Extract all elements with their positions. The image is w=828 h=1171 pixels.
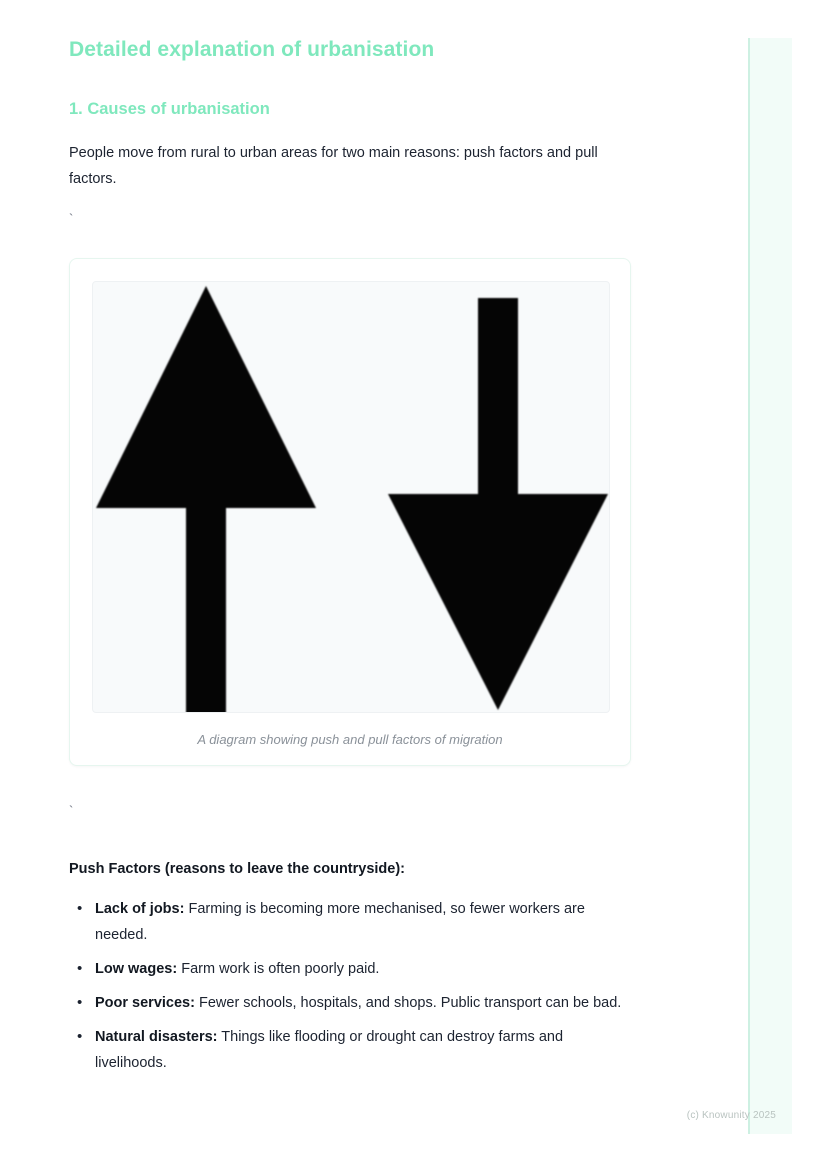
down-arrow-shaft [478,298,518,498]
list-item-text: Farm work is often poorly paid. [177,961,380,977]
figure-image [92,281,610,713]
list-item-text: Farming is becoming more mechanised, so fewer workers are needed. [95,901,585,943]
list-item-text: Fewer schools, hospitals, and shops. Public transport can be bad. [194,995,622,1011]
code-fence-bottom: ` [69,803,74,818]
list-item-text: Things like flooding or drought can destroy farms and livelihoods. [95,1029,564,1071]
list-item [69,990,635,1016]
list-item-term: Natural disasters: [95,1029,218,1045]
list-item [69,956,635,982]
list-item-term: Poor services: [95,995,195,1011]
page-side-strip [748,38,792,1134]
list-item [69,1024,635,1076]
list-item-term: Low wages: [95,961,178,977]
down-arrow-icon [388,494,608,710]
push-factors-list [69,896,635,1076]
section-heading: 1. Causes of urbanisation [69,100,270,118]
list-item-term: Lack of jobs: [95,901,185,917]
list-item [69,896,635,948]
up-arrow-shaft [186,504,226,713]
watermark: (c) Knowunity 2025 [686,1110,776,1121]
document-content [69,36,635,1084]
figure-card [69,258,631,766]
code-fence-top: ` [69,211,74,226]
push-pull-arrows-illustration [93,282,610,713]
intro-paragraph: People move from rural to urban areas for two main reasons: push factors and pull factors. [69,145,598,187]
up-arrow-icon [96,286,316,508]
page-title: Detailed explanation of urbanisation [69,38,435,61]
figure-caption: A diagram showing push and pull factors of migration [197,732,503,747]
push-factors-heading: Push Factors (reasons to leave the countryside): [69,861,406,877]
